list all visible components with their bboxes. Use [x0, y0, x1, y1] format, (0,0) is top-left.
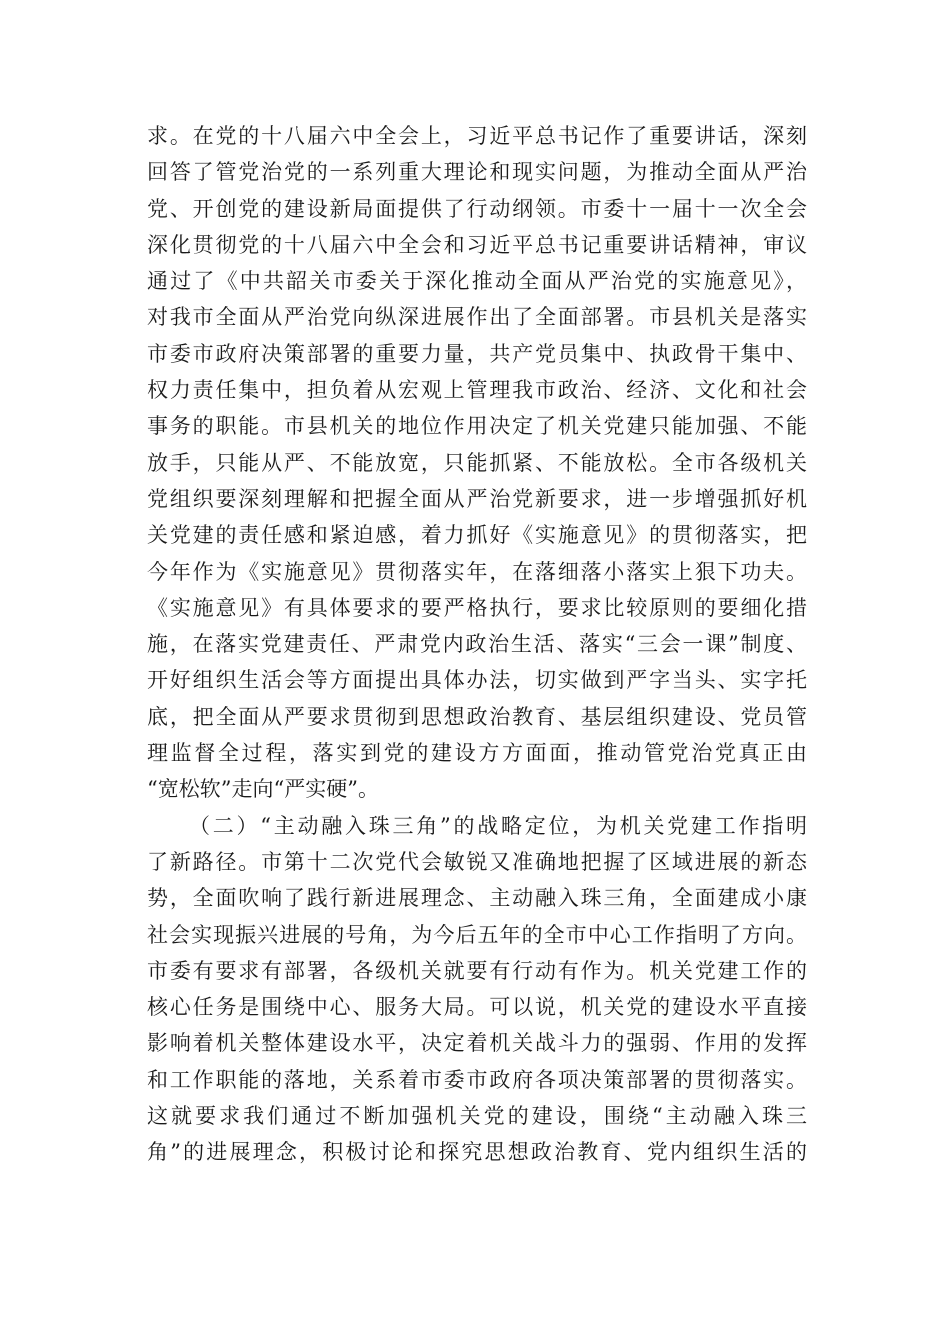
body-text: [147, 118, 807, 1171]
text-line: 求。在党的十八届六中全会上，习近平总书记作了重要讲话，深刻: [147, 124, 807, 148]
text-line: 党、开创党的建设新局面提供了行动纲领。市委十一届十一次全会: [147, 196, 807, 221]
paragraph-end-line: “宽松软”走向“严实硬”。: [147, 777, 379, 802]
text-line: 底，把全面从严要求贯彻到思想政治教育、基层组织建设、党员管: [147, 704, 807, 729]
text-line: 今年作为《实施意见》贯彻落实年，在落细落小落实上狠下功夫。: [147, 559, 807, 584]
text-line: 市委市政府决策部署的重要力量，共产党员集中、执政骨干集中、: [147, 341, 807, 366]
text-line: 放手，只能从严、不能放宽，只能抓紧、不能放松。全市各级机关: [147, 450, 807, 475]
text-line: 施，在落实党建责任、严肃党内政治生活、落实“三会一课”制度、: [147, 632, 807, 657]
text-line: 回答了管党治党的一系列重大理论和现实问题，为推动全面从严治: [147, 160, 807, 185]
text-line: 《实施意见》有具体要求的要严格执行，要求比较原则的要细化措: [147, 595, 807, 620]
text-line: 了新路径。市第十二次党代会敏锐又准确地把握了区域进展的新态: [147, 849, 807, 874]
text-line: 影响着机关整体建设水平，决定着机关战斗力的强弱、作用的发挥: [147, 1031, 807, 1056]
section-heading-line: （二）“主动融入珠三角”的战略定位，为机关党建工作指明: [189, 813, 807, 838]
text-line: 对我市全面从严治党向纵深进展作出了全面部署。市县机关是落实: [147, 305, 807, 330]
text-line: 市委有要求有部署，各级机关就要有行动有作为。机关党建工作的: [147, 958, 807, 983]
text-line: 势，全面吹响了践行新进展理念、主动融入珠三角，全面建成小康: [147, 886, 807, 911]
text-line: 社会实现振兴进展的号角，为今后五年的全市中心工作指明了方向。: [147, 922, 807, 947]
text-line: 关党建的责任感和紧迫感，着力抓好《实施意见》的贯彻落实，把: [147, 523, 807, 548]
text-line: 事务的职能。市县机关的地位作用决定了机关党建只能加强、不能: [147, 414, 807, 439]
text-line: 理监督全过程，落实到党的建设方方面面，推动管党治党真正由: [147, 741, 807, 766]
text-line: 这就要求我们通过不断加强机关党的建设，围绕“主动融入珠三: [147, 1104, 807, 1129]
text-line: 权力责任集中，担负着从宏观上管理我市政治、经济、文化和社会: [147, 378, 807, 403]
text-line: 深化贯彻党的十八届六中全会和习近平总书记重要讲话精神，审议: [147, 232, 807, 257]
text-line: 和工作职能的落地，关系着市委市政府各项决策部署的贯彻落实。: [147, 1067, 807, 1092]
text-line: 核心任务是围绕中心、服务大局。可以说，机关党的建设水平直接: [147, 995, 807, 1020]
text-line: 党组织要深刻理解和把握全面从严治党新要求，进一步增强抓好机: [147, 486, 807, 511]
text-line: 开好组织生活会等方面提出具体办法，切实做到严字当头、实字托: [147, 668, 807, 693]
text-line: 角”的进展理念，积极讨论和探究思想政治教育、党内组织生活的: [147, 1140, 807, 1165]
text-line: 通过了《中共韶关市委关于深化推动全面从严治党的实施意见》，: [147, 269, 807, 294]
